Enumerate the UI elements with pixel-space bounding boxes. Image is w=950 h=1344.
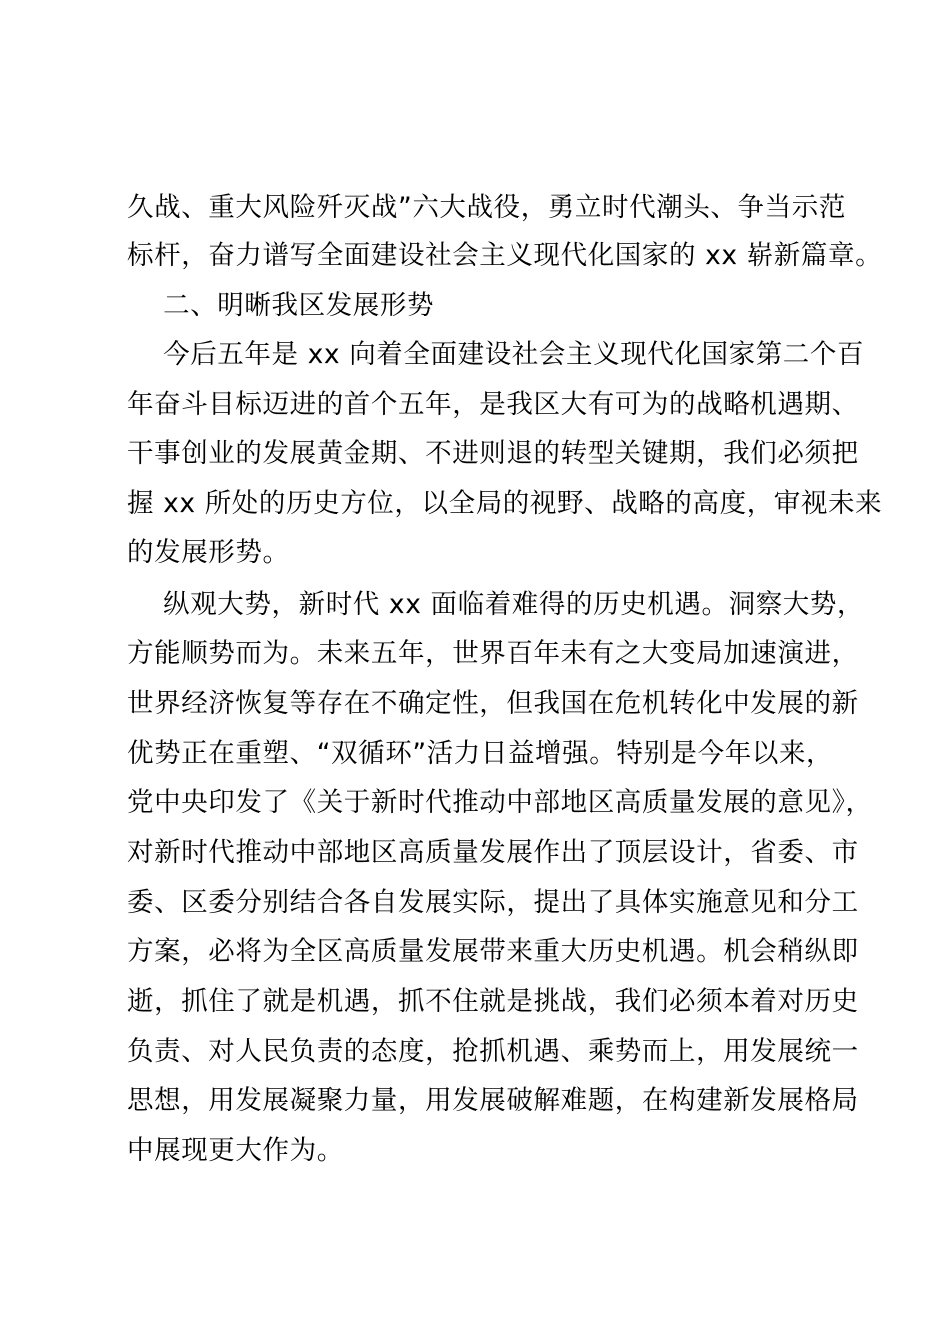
text-line: 方能顺势而为。未来五年，世界百年未有之大变局加速演进， xyxy=(127,638,859,669)
text-line: 对新时代推动中部地区高质量发展作出了顶层设计，省委、市 xyxy=(127,837,859,868)
text-line: 标杆，奋力谱写全面建设社会主义现代化国家的 xx 崭新篇章。 xyxy=(127,240,883,271)
text-line: 逝，抓住了就是机遇，抓不住就是挑战，我们必须本着对历史 xyxy=(127,986,859,1017)
text-line: 年奋斗目标迈进的首个五年，是我区大有可为的战略机遇期、 xyxy=(127,389,859,420)
text-line: 优势正在重塑、“双循环”活力日益增强。特别是今年以来， xyxy=(127,738,834,769)
text-line: 今后五年是 xx 向着全面建设社会主义现代化国家第二个百 xyxy=(127,339,865,370)
section-heading: 二、明晰我区发展形势 xyxy=(127,290,435,321)
text-line: 中展现更大作为。 xyxy=(127,1135,344,1166)
text-line: 握 xx 所处的历史方位，以全局的视野、战略的高度，审视未来 xyxy=(127,488,883,519)
text-line: 久战、重大风险歼灭战”六大战役，勇立时代潮头、争当示范 xyxy=(127,192,846,223)
text-line: 党中央印发了《关于新时代推动中部地区高质量发展的意见》， xyxy=(127,787,873,818)
text-line: 思想，用发展凝聚力量，用发展破解难题，在构建新发展格局 xyxy=(127,1085,859,1116)
text-line: 纵观大势，新时代 xx 面临着难得的历史机遇。洞察大势， xyxy=(127,589,865,620)
text-line: 的发展形势。 xyxy=(127,537,290,568)
text-line: 方案，必将为全区高质量发展带来重大历史机遇。机会稍纵即 xyxy=(127,936,859,967)
text-line: 世界经济恢复等存在不确定性，但我国在危机转化中发展的新 xyxy=(127,688,859,719)
text-line: 负责、对人民负责的态度，抢抓机遇、乘势而上，用发展统一 xyxy=(127,1036,859,1067)
text-line: 干事创业的发展黄金期、不进则退的转型关键期，我们必须把 xyxy=(127,438,859,469)
text-line: 委、区委分别结合各自发展实际，提出了具体实施意见和分工 xyxy=(127,887,859,918)
